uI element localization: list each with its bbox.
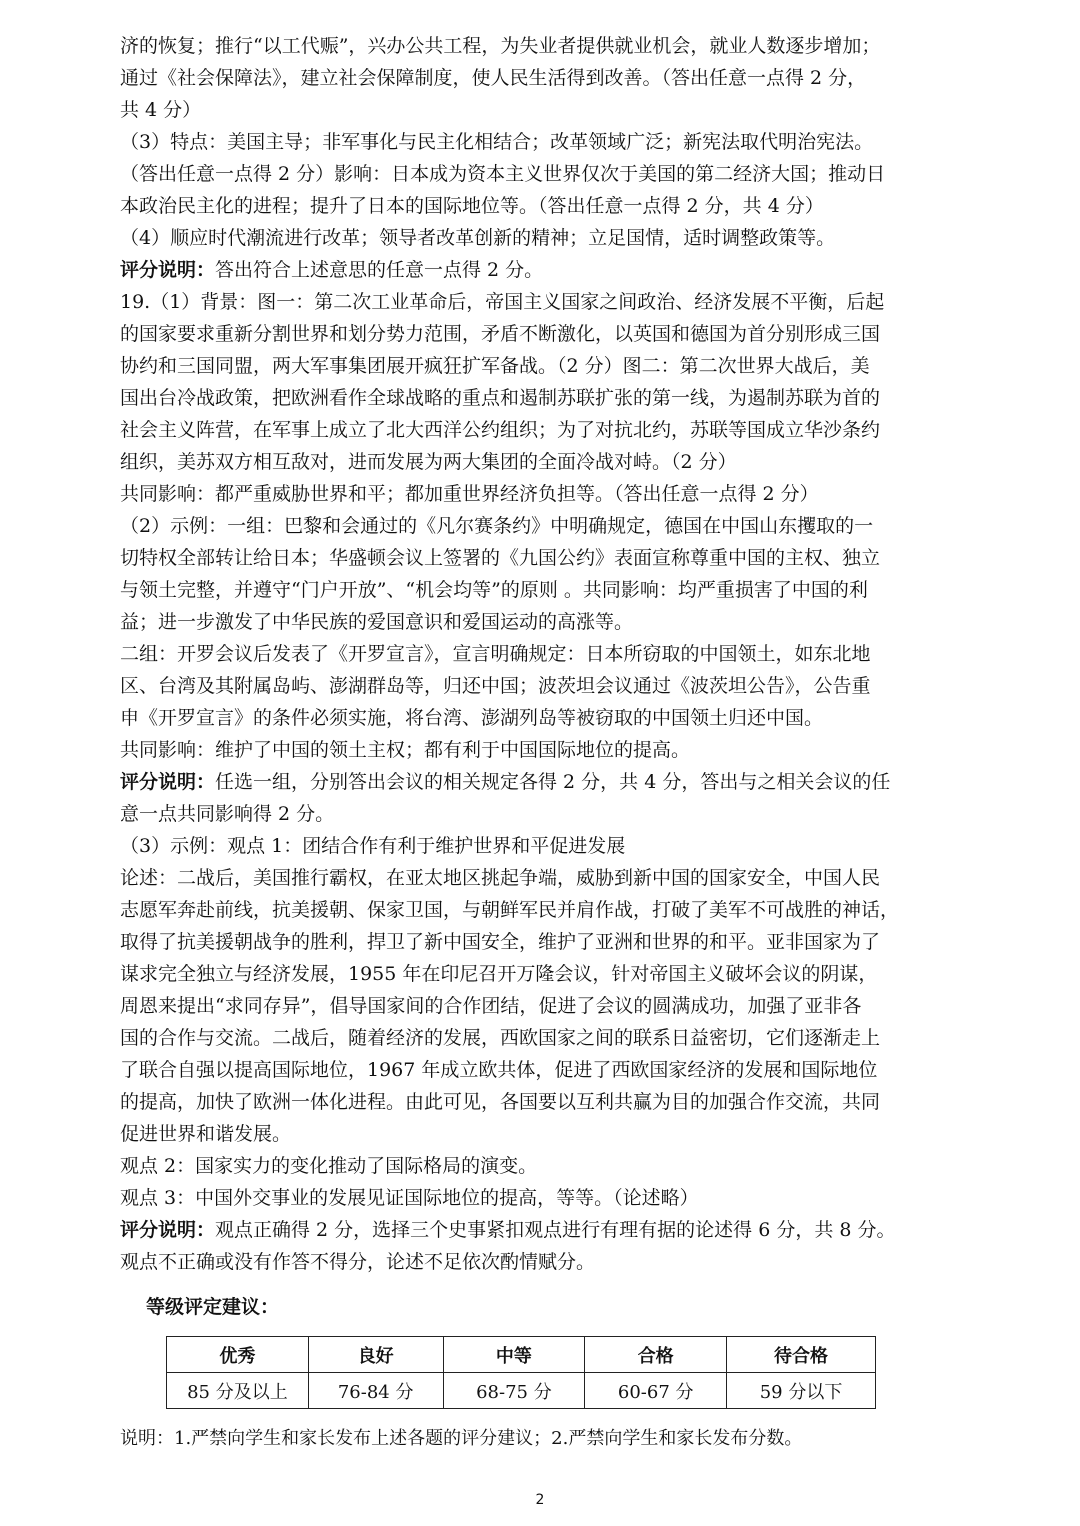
text-line — [120, 1054, 972, 1086]
line-text: 意一点共同影响得 2 分。 — [120, 803, 335, 825]
line-text: 共同影响：都严重威胁世界和平；都加重世界经济负担等。（答出任意一点得 2 分） — [120, 483, 819, 505]
line-text: 切特权全部转让给日本；华盛顿会议上签署的《九国公约》表面宣称尊重中国的主权、独立 — [120, 547, 881, 569]
line-text: 谋求完全独立与经济发展，1955 年在印尼召开万隆会议，针对帝国主义破坏会议的阴谋， — [120, 963, 878, 985]
text-line — [120, 1150, 972, 1182]
line-text: 国的合作与交流。二战后，随着经济的发展，西欧国家之间的联系日益密切，它们逐渐走上 — [120, 1027, 881, 1049]
text-line — [120, 94, 972, 126]
page-number: 2 — [535, 1492, 545, 1508]
line-text: 观点正确得 2 分，选择三个史事紧扣观点进行有理有据的论述得 6 分，共 8 分。 — [215, 1219, 896, 1241]
line-text: 与领土完整，并遵守“门户开放”、“机会均等”的原则 。共同影响：均严重损害了中国的利 — [120, 579, 868, 601]
grade-header-pass: 合格 — [585, 1337, 727, 1373]
text-line — [120, 254, 972, 286]
distribution-note: 说明：1.严禁向学生和家长发布上述各题的评分建议；2.严禁向学生和家长发布分数。 — [120, 1428, 803, 1449]
text-line — [120, 510, 972, 542]
line-text: 答出符合上述意思的任意一点得 2 分。 — [215, 259, 544, 281]
line-text: 申《开罗宣言》的条件必须实施，将台湾、澎湖列岛等被窃取的中国领土归还中国。 — [120, 707, 824, 729]
grading-value-row — [167, 1373, 876, 1409]
text-line — [120, 638, 972, 670]
answer-key-body — [120, 30, 972, 1278]
text-line — [120, 574, 972, 606]
text-line — [120, 446, 972, 478]
line-text: （3）特点：美国主导；非军事化与民主化相结合；改革领域广泛；新宪法取代明治宪法。 — [120, 131, 874, 153]
text-line — [120, 286, 972, 318]
scoring-note-label: 评分说明： — [120, 771, 216, 793]
grade-value-pass: 60-67 分 — [585, 1373, 727, 1409]
text-line — [120, 1214, 972, 1246]
grading-table — [166, 1336, 876, 1409]
grade-header-good: 良好 — [308, 1337, 443, 1373]
text-line — [120, 894, 972, 926]
text-line — [120, 926, 972, 958]
grade-value-medium: 68-75 分 — [443, 1373, 585, 1409]
grade-value-good: 76-84 分 — [308, 1373, 443, 1409]
line-text: （2）示例：一组：巴黎和会通过的《凡尔赛条约》中明确规定，德国在中国山东攫取的一 — [120, 515, 874, 537]
line-text: 二组：开罗会议后发表了《开罗宣言》，宣言明确规定：日本所窃取的中国领土，如东北地 — [120, 643, 871, 665]
text-line — [120, 190, 972, 222]
line-text: 协约和三国同盟，两大军事集团展开疯狂扩军备战。（2 分）图二：第二次世界大战后，美 — [120, 355, 870, 377]
text-line — [120, 766, 972, 798]
text-line — [120, 798, 972, 830]
line-text: 济的恢复；推行“以工代赈”，兴办公共工程，为失业者提供就业机会，就业人数逐步增加； — [120, 35, 881, 57]
text-line — [120, 542, 972, 574]
text-line — [120, 1086, 972, 1118]
text-line — [120, 862, 972, 894]
grade-header-fail: 待合格 — [727, 1337, 876, 1373]
grading-header-row — [167, 1337, 876, 1373]
text-line — [120, 990, 972, 1022]
line-text: 益；进一步激发了中华民族的爱国意识和爱国运动的高涨等。 — [120, 611, 634, 633]
line-text: （答出任意一点得 2 分）影响：日本成为资本主义世界仅次于美国的第二经济大国；推动日 — [120, 163, 886, 185]
text-line — [120, 126, 972, 158]
line-text: 社会主义阵营，在军事上成立了北大西洋公约组织；为了对抗北约，苏联等国成立华沙条约 — [120, 419, 881, 441]
text-line — [120, 318, 972, 350]
grading-title: 等级评定建议： — [146, 1296, 280, 1318]
text-line — [120, 958, 972, 990]
text-line — [120, 222, 972, 254]
text-line — [120, 414, 972, 446]
grade-header-excellent: 优秀 — [167, 1337, 309, 1373]
text-line — [120, 1246, 972, 1278]
line-text: 国出台冷战政策，把欧洲看作全球战略的重点和遏制苏联扩张的第一线，为遏制苏联为首的 — [120, 387, 881, 409]
line-text: （4）顺应时代潮流进行改革；领导者改革创新的精神；立足国情，适时调整政策等。 — [120, 227, 836, 249]
scoring-note-label: 评分说明： — [120, 1219, 216, 1241]
line-text: 周恩来提出“求同存异”，倡导国家间的合作团结，促进了会议的圆满成功，加强了亚非各 — [120, 995, 862, 1017]
grade-value-excellent: 85 分及以上 — [167, 1373, 309, 1409]
text-line — [120, 702, 972, 734]
line-text: 共同影响：维护了中国的领土主权；都有利于中国国际地位的提高。 — [120, 739, 691, 761]
line-text: 任选一组，分别答出会议的相关规定各得 2 分，共 4 分，答出与之相关会议的任 — [215, 771, 891, 793]
text-line — [120, 734, 972, 766]
text-line — [120, 382, 972, 414]
line-text: 了联合自强以提高国际地位，1967 年成立欧共体，促进了西欧国家经济的发展和国际地位 — [120, 1059, 878, 1081]
text-line — [120, 1118, 972, 1150]
line-text: 观点不正确或没有作答不得分，论述不足依次酌情赋分。 — [120, 1251, 596, 1273]
line-text: 区、台湾及其附属岛屿、澎湖群岛等，归还中国；波茨坦会议通过《波茨坦公告》，公告重 — [120, 675, 871, 697]
line-text: 的提高，加快了欧洲一体化进程。由此可见，各国要以互利共赢为目的加强合作交流，共同 — [120, 1091, 881, 1113]
text-line — [120, 1022, 972, 1054]
line-text: 的国家要求重新分割世界和划分势力范围，矛盾不断激化，以英国和德国为首分别形成三国 — [120, 323, 881, 345]
text-line — [120, 350, 972, 382]
text-line — [120, 30, 972, 62]
line-text: 志愿军奔赴前线，抗美援朝、保家卫国，与朝鲜军民并肩作战，打破了美军不可战胜的神话， — [120, 899, 900, 921]
line-text: 观点 2：国家实力的变化推动了国际格局的演变。 — [120, 1155, 538, 1177]
line-text: 组织，美苏双方相互敌对，进而发展为两大集团的全面冷战对峙。（2 分） — [120, 451, 737, 473]
text-line — [120, 1182, 972, 1214]
line-text: 本政治民主化的进程；提升了日本的国际地位等。（答出任意一点得 2 分，共 4 分） — [120, 195, 824, 217]
text-line — [120, 606, 972, 638]
scoring-note-label: 评分说明： — [120, 259, 216, 281]
text-line — [120, 670, 972, 702]
line-text: 取得了抗美援朝战争的胜利，捍卫了新中国安全，维护了亚洲和世界的和平。亚非国家为了 — [120, 931, 881, 953]
text-line — [120, 478, 972, 510]
line-text: 促进世界和谐发展。 — [120, 1123, 292, 1145]
text-line — [120, 158, 972, 190]
grade-value-fail: 59 分以下 — [727, 1373, 876, 1409]
grade-header-medium: 中等 — [443, 1337, 585, 1373]
line-text: 论述：二战后，美国推行霸权，在亚太地区挑起争端，威胁到新中国的国家安全，中国人民 — [120, 867, 881, 889]
text-line — [120, 62, 972, 94]
line-text: 19.（1）背景：图一：第二次工业革命后，帝国主义国家之间政治、经济发展不平衡，后起 — [120, 291, 885, 313]
text-line — [120, 830, 972, 862]
line-text: 观点 3：中国外交事业的发展见证国际地位的提高，等等。（论述略） — [120, 1187, 699, 1209]
line-text: （3）示例：观点 1：团结合作有利于维护世界和平促进发展 — [120, 835, 626, 857]
line-text: 共 4 分） — [120, 99, 202, 121]
line-text: 通过《社会保障法》，建立社会保障制度，使人民生活得到改善。（答出任意一点得 2 分， — [120, 67, 867, 89]
